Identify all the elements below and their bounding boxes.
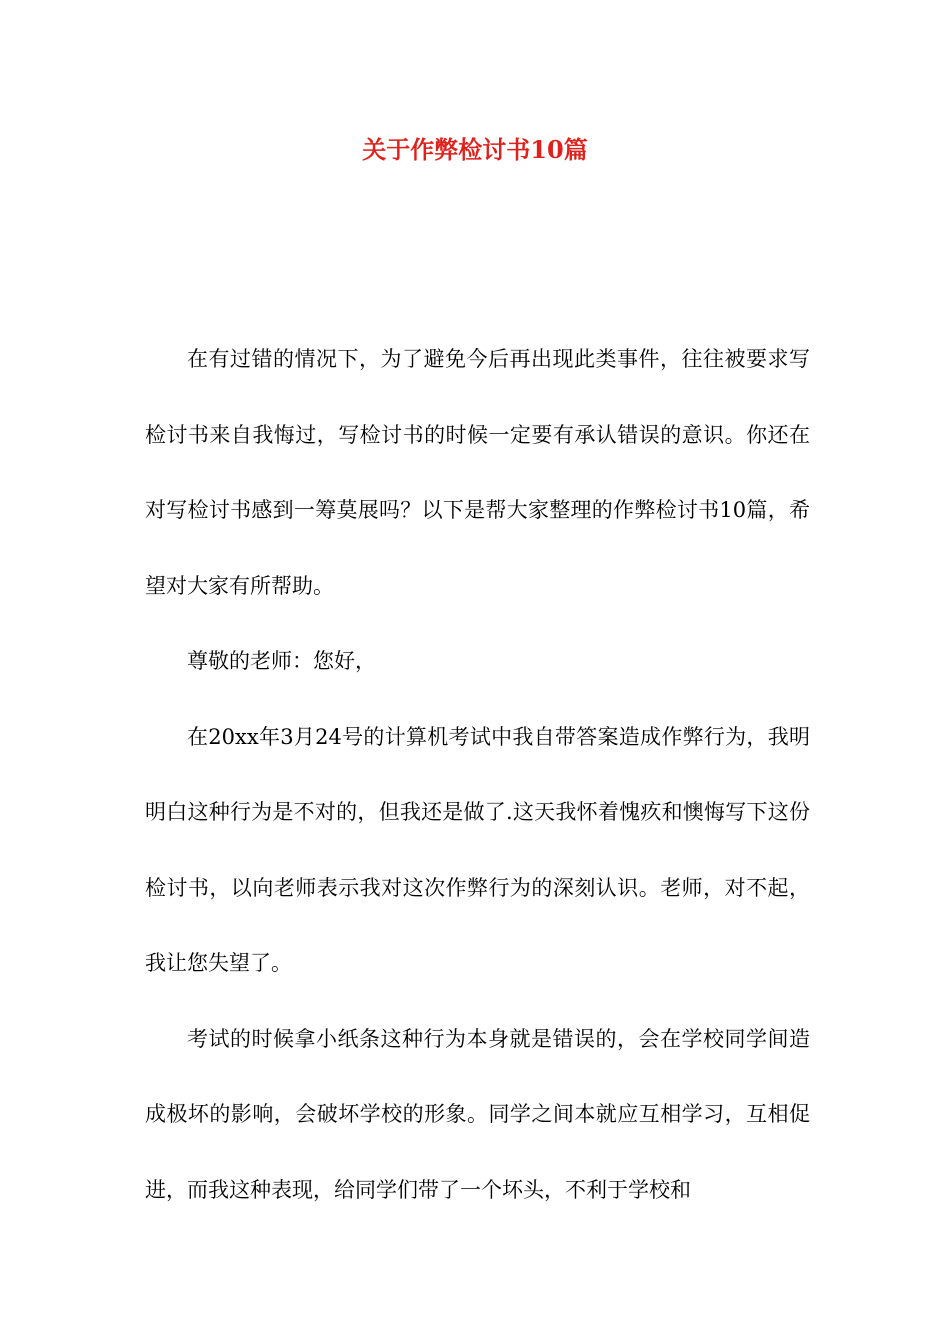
paragraph-confession: 在20xx年3月24号的计算机考试中我自带答案造成作弊行为，我明明白这种行为是不对的，但我还是做了.这天我怀着愧疚和懊悔写下这份检讨书，以向老师表示我对这次作弊行为的深刻认识。老师，对不起，我让您失望了。 xyxy=(145,724,810,975)
paragraph-reflection: 考试的时候拿小纸条这种行为本身就是错误的，会在学校同学间造成极坏的影响，会破坏学校的形象。同学之间本就应互相学习，互相促进，而我这种表现，给同学们带了一个坏头，不利于学校和 xyxy=(145,1026,810,1202)
document-body xyxy=(145,322,810,1228)
document-title: 关于作弊检讨书10篇 xyxy=(362,135,588,164)
paragraph-intro: 在有过错的情况下，为了避免今后再出现此类事件，往往被要求写检讨书来自我悔过，写检讨书的时候一定要有承认错误的意识。你还在对写检讨书感到一筹莫展吗？以下是帮大家整理的作弊检讨书10篇，希望对大家有所帮助。 xyxy=(145,347,810,598)
paragraph-salutation: 尊敬的老师：您好， xyxy=(187,649,376,673)
